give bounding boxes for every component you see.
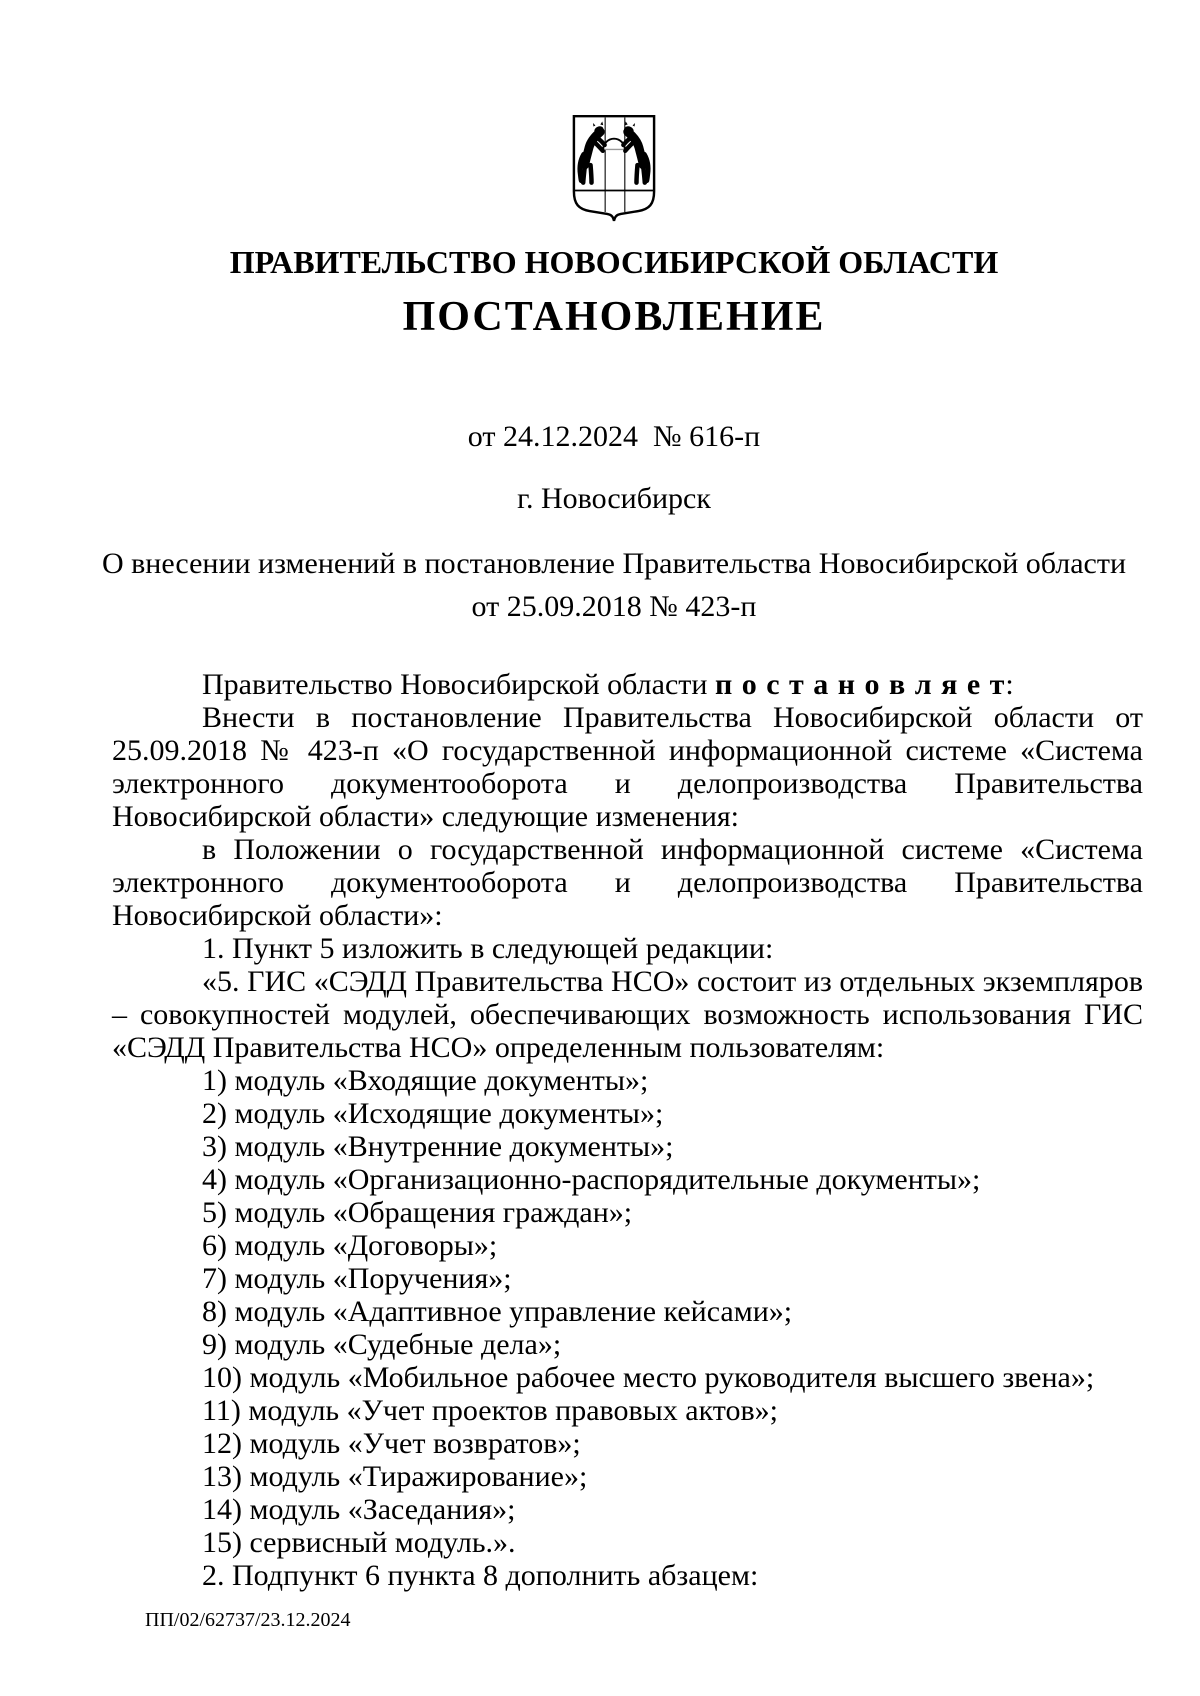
list-item: 5) модуль «Обращения граждан»; xyxy=(202,1196,633,1229)
paragraph: 1. Пункт 5 изложить в следующей редакции: xyxy=(202,932,774,965)
opening-paragraph xyxy=(112,668,1143,701)
list-item: 12) модуль «Учет возвратов»; xyxy=(202,1427,581,1460)
list-item: 7) модуль «Поручения»; xyxy=(202,1262,512,1295)
city-line: г. Новосибирск xyxy=(517,482,711,515)
list-item: 15) сервисный модуль.». xyxy=(202,1526,516,1559)
footer-reference-number: ПП/02/62737/23.12.2024 xyxy=(145,1609,351,1631)
list-item: 1) модуль «Входящие документы»; xyxy=(202,1064,649,1097)
document-body xyxy=(0,668,1200,1592)
organization-name: ПРАВИТЕЛЬСТВО НОВОСИБИРСКОЙ ОБЛАСТИ xyxy=(229,244,999,280)
document-header xyxy=(14,113,1200,628)
list-item: 13) модуль «Тиражирование»; xyxy=(202,1460,588,1493)
closing-paragraph: 2. Подпункт 6 пункта 8 дополнить абзацем: xyxy=(202,1559,759,1592)
list-item: 14) модуль «Заседания»; xyxy=(202,1493,516,1526)
document-type-heading: ПОСТАНОВЛЕНИЕ xyxy=(402,294,826,340)
document-title xyxy=(14,542,1200,628)
list-item: 4) модуль «Организационно-распорядительные документы»; xyxy=(202,1163,981,1196)
paragraph: Внести в постановление Правительства Новосибирской области от 25.09.2018 № 423-п «О государственной информационной системе «Система электронного документооборота и делопроизводства Правительства Новосибирской области» следующие изменения: xyxy=(112,701,1143,833)
paragraph: «5. ГИС «СЭДД Правительства НСО» состоит из отдельных экземпляров – совокупностей модулей, обеспечивающих возможность использования ГИС «СЭДД Правительства НСО» определенным пользователям: xyxy=(112,965,1143,1064)
opening-text: Правительство Новосибирской области xyxy=(202,668,715,701)
paragraph: в Положении о государственной информационной системе «Система электронного документооборота и делопроизводства Правительства Новосибирской области»: xyxy=(112,833,1143,932)
list-item: 9) модуль «Судебные дела»; xyxy=(202,1328,562,1361)
list-item: 10) модуль «Мобильное рабочее место руководителя высшего звена»; xyxy=(202,1361,1095,1394)
list-item: 11) модуль «Учет проектов правовых актов»; xyxy=(202,1394,779,1427)
list-item: 6) модуль «Договоры»; xyxy=(202,1229,498,1262)
list-item: 2) модуль «Исходящие документы»; xyxy=(202,1097,664,1130)
opening-tail: : xyxy=(1005,668,1014,701)
document-title-line1: О внесении изменений в постановление Правительства Новосибирской области xyxy=(101,547,1127,580)
opening-emphasis: п о с т а н о в л я е т xyxy=(714,668,1006,701)
list-item: 3) модуль «Внутренние документы»; xyxy=(202,1130,674,1163)
list-item: 8) модуль «Адаптивное управление кейсами»; xyxy=(202,1295,793,1328)
date-and-number: от 24.12.2024 № 616-п xyxy=(467,420,761,453)
document-title-line2: от 25.09.2018 № 423-п xyxy=(471,590,757,623)
novosibirsk-oblast-emblem-icon xyxy=(570,113,658,228)
